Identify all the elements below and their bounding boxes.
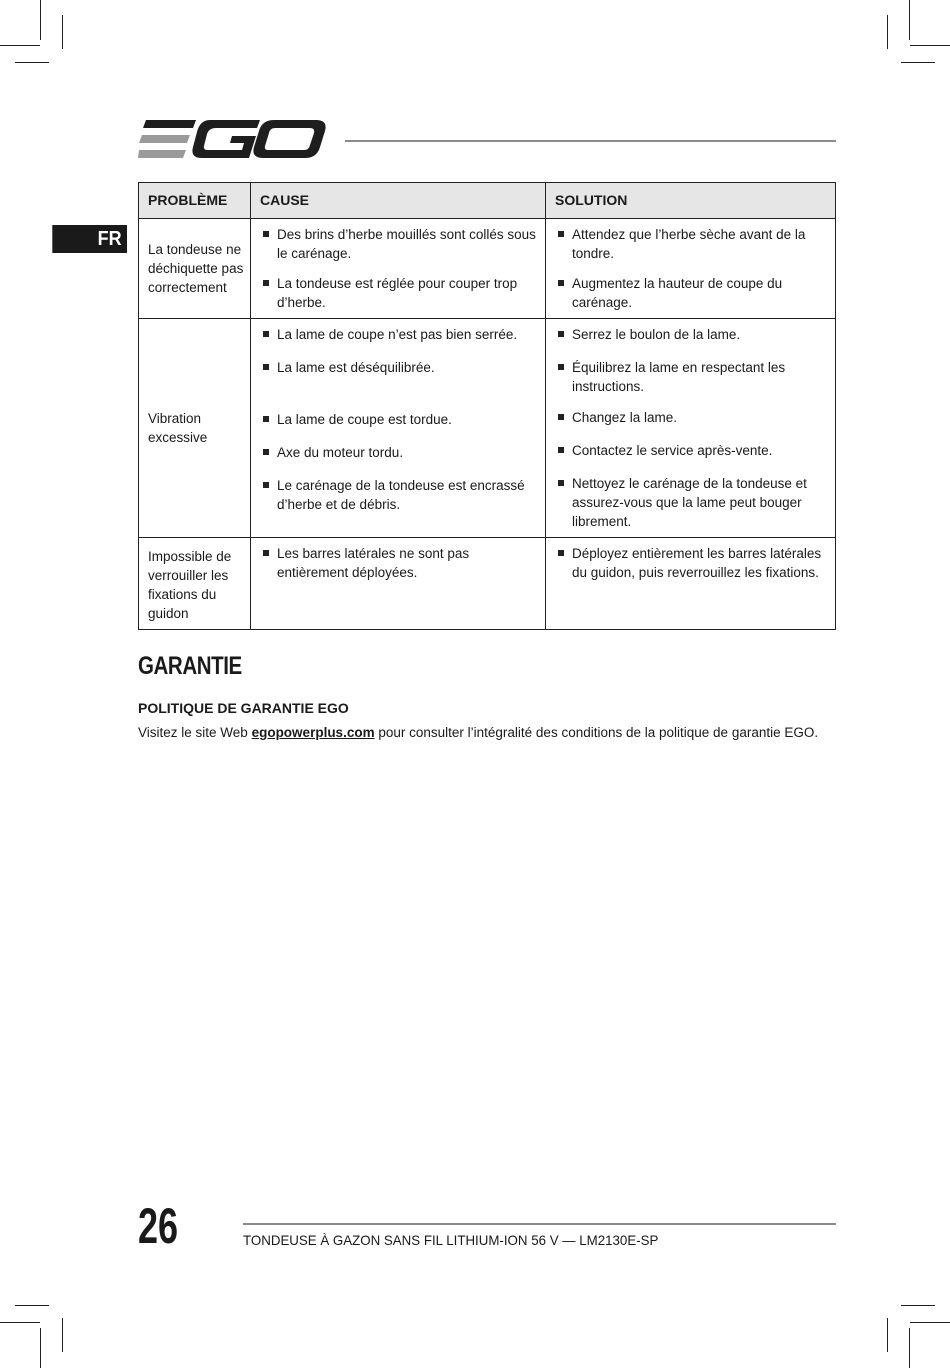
cause-item: La lame de coupe n’est pas bien serrée. <box>261 325 537 344</box>
crop-mark <box>901 1305 935 1306</box>
cause-cell <box>251 219 546 319</box>
solution-cell <box>546 219 836 319</box>
warranty-text-before: Visitez le site Web <box>138 725 252 740</box>
troubleshooting-table <box>138 182 836 630</box>
crop-mark <box>0 1322 40 1323</box>
table-row <box>139 319 836 538</box>
crop-mark <box>909 0 910 40</box>
warranty-text-after: pour consulter l’intégralité des conditions de la politique de garantie EGO. <box>374 725 819 740</box>
crop-mark <box>62 1318 63 1352</box>
cause-item: Axe du moteur tordu. <box>261 443 537 462</box>
solution-item: Nettoyez le carénage de la tondeuse et assurez-vous que la lame peut bouger librement. <box>556 474 827 531</box>
cause-item: Le carénage de la tondeuse est encrassé d’herbe et de débris. <box>261 476 537 514</box>
cause-cell <box>251 538 546 630</box>
solution-item: Déployez entièrement les barres latérales du guidon, puis reverrouillez les fixations. <box>556 544 827 582</box>
problem-cell: Vibration excessive <box>139 319 251 538</box>
problem-cell: La tondeuse ne déchiquette pas correctement <box>139 219 251 319</box>
header-cause: CAUSE <box>251 183 546 219</box>
language-tab: FR <box>52 225 127 253</box>
crop-mark <box>909 1328 910 1368</box>
header-solution: SOLUTION <box>546 183 836 219</box>
solution-item: Contactez le service après-vente. <box>556 441 827 460</box>
solution-item: Attendez que l’herbe sèche avant de la tondre. <box>556 225 827 263</box>
warranty-title: GARANTIE <box>138 652 242 680</box>
page-number: 26 <box>138 1198 179 1254</box>
cause-item: La tondeuse est réglée pour couper trop d’herbe. <box>261 274 537 312</box>
cause-item: La lame est déséquilibrée. <box>261 358 537 377</box>
crop-mark <box>15 1305 49 1306</box>
table-header-row <box>139 183 836 219</box>
crop-mark <box>62 15 63 49</box>
solution-cell <box>546 319 836 538</box>
crop-mark <box>40 1328 41 1368</box>
solution-item: Équilibrez la lame en respectant les instructions. <box>556 358 827 396</box>
crop-mark <box>15 62 49 63</box>
cause-item: Les barres latérales ne sont pas entièrement déployées. <box>261 544 537 582</box>
crop-mark <box>901 62 935 63</box>
table-row <box>139 219 836 319</box>
footer-product-title: TONDEUSE À GAZON SANS FIL LITHIUM-ION 56 V — LM2130E-SP <box>243 1232 659 1248</box>
header-rule <box>345 140 836 142</box>
crop-mark <box>887 1318 888 1352</box>
cause-item: Des brins d’herbe mouillés sont collés sous le carénage. <box>261 225 537 263</box>
problem-cell: Impossible de verrouiller les fixations du guidon <box>139 538 251 630</box>
solution-item: Augmentez la hauteur de coupe du carénage. <box>556 274 827 312</box>
warranty-text <box>138 725 818 740</box>
warranty-link[interactable]: egopowerplus.com <box>251 725 375 740</box>
solution-cell <box>546 538 836 630</box>
warranty-policy-title: POLITIQUE DE GARANTIE EGO <box>138 700 349 716</box>
solution-item: Serrez le boulon de la lame. <box>556 325 827 344</box>
crop-mark <box>40 0 41 40</box>
table-row <box>139 538 836 630</box>
solution-item: Changez la lame. <box>556 408 827 427</box>
header-problem: PROBLÈME <box>139 183 251 219</box>
crop-mark <box>910 1322 950 1323</box>
cause-cell <box>251 319 546 538</box>
footer-rule <box>243 1223 836 1225</box>
crop-mark <box>0 45 40 46</box>
crop-mark <box>887 15 888 49</box>
cause-item: La lame de coupe est tordue. <box>261 410 537 429</box>
crop-mark <box>910 45 950 46</box>
ego-logo <box>138 118 328 162</box>
